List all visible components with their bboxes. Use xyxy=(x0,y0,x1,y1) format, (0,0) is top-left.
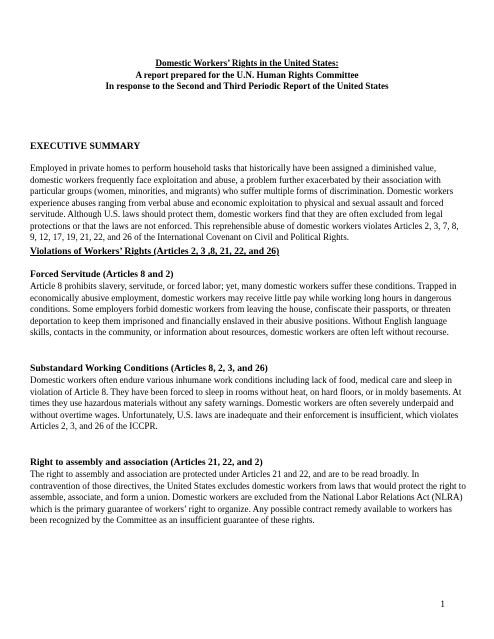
executive-summary-body: Employed in private homes to perform household tasks that historically have been assigned a diminished value, domestic workers frequently face exploitation and abuse, a problem further exacerbated by their association with particular groups (women, minorities, and migrants) who suffer multiple forms of discrimination. Domestic workers experience abuses ranging from verbal abuse and economic exploitation to physical and sexual assault and forced servitude. Although U.S. laws should protect them, domestic workers find that they are often excluded from legal protections or that the laws are not enforced. This reprehensible abuse of domestic workers violates Articles 2, 3, 7, 8, 9, 12, 17, 19, 21, 22, and 26 of the International Covenant on Civil and Political Rights. xyxy=(30,163,459,242)
title-line-1: Domestic Workers’ Rights in the United States: xyxy=(155,58,339,68)
assembly-body: The right to assembly and association are protected under Articles 21 and 22, and are to be read broadly. In contravention of those directives, the United States excludes domestic workers from laws that would protect the right to assemble, associate, and form a union. Domestic workers are excluded from the National Labor Relations Act (NLRA) which is the primary guarantee of workers’ right to organize. Any possible contract remedy available to workers has been recognized by the Committee as an insufficient guarantee of these rights. xyxy=(30,469,466,525)
forced-servitude-heading: Forced Servitude (Articles 8 and 2) xyxy=(30,269,174,280)
page-number: 1 xyxy=(440,599,445,610)
forced-servitude-body: Article 8 prohibits slavery, servitude, or forced labor; yet, many domestic workers suffer these conditions. Trapped in economically abusive employment, domestic workers may receive little pay while working long hours in dangerous conditions. Some employers forbid domestic workers from leaving the house, confiscate their passports, or threaten deportation to keep them imprisoned and financially enslaved in their abusive positions. Without English language skills, contacts in the community, or information about resources, domestic workers are often left without recourse. xyxy=(30,281,457,337)
violations-heading: Violations of Workers’ Rights (Articles 2, 3 ,8, 21, 22, and 26) xyxy=(30,246,280,257)
assembly-heading: Right to assembly and association (Articles 21, 22, and 2) xyxy=(30,457,263,468)
title-line-3: In response to the Second and Third Periodic Report of the United States xyxy=(105,81,389,91)
document-title xyxy=(30,58,464,93)
title-line-2: A report prepared for the U.N. Human Rights Committee xyxy=(135,69,359,80)
substandard-conditions-body: Domestic workers often endure various inhumane work conditions including lack of food, medical care and sleep in violation of Article 8. They have been forced to sleep in rooms without heat, on hard floors, or in moldy basements. At times they use hazardous materials without any safety warnings. Domestic workers are often severely underpaid and without overtime wages. Unfortunately, U.S. laws are inadequate and their enforcement is insufficient, which violates Articles 2, 3, and 26 of the ICCPR. xyxy=(30,375,462,431)
substandard-conditions-heading: Substandard Working Conditions (Articles 8, 2, 3, and 26) xyxy=(30,363,268,374)
executive-summary-heading: EXECUTIVE SUMMARY xyxy=(30,141,141,152)
